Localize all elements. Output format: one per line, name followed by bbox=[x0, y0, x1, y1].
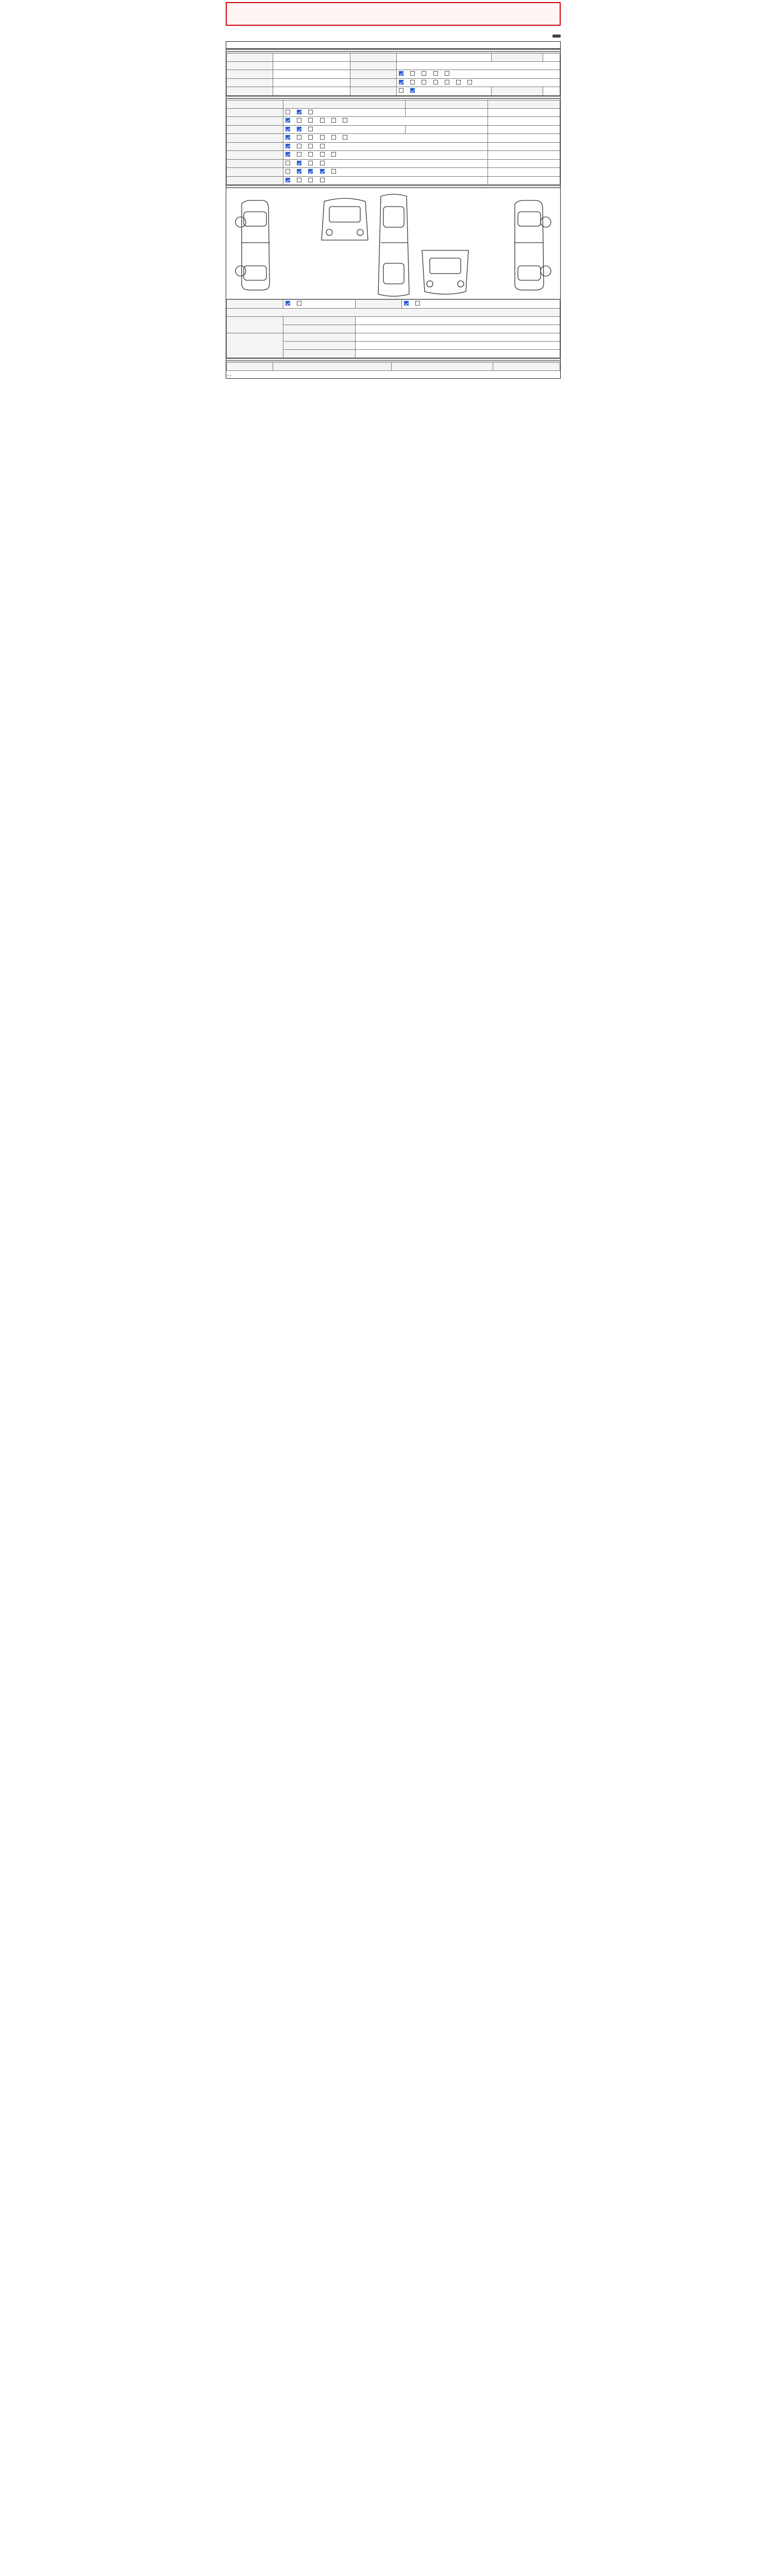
main-rankC-label bbox=[283, 349, 356, 358]
car-name-label bbox=[227, 54, 273, 62]
mileage-high-checkbox[interactable] bbox=[285, 110, 290, 114]
use-rent-checkbox[interactable] bbox=[308, 152, 313, 157]
recall-na-checkbox[interactable] bbox=[285, 178, 290, 182]
fuel-other-checkbox[interactable] bbox=[467, 80, 472, 84]
fuel-label bbox=[350, 78, 397, 87]
tuning-device-checkbox[interactable] bbox=[343, 135, 347, 140]
main-frame-label bbox=[227, 333, 283, 358]
main-rankB-label bbox=[283, 341, 356, 349]
year-value bbox=[273, 62, 350, 70]
color-change-checkbox[interactable] bbox=[320, 161, 325, 165]
fuel-hydrogen-checkbox[interactable] bbox=[456, 80, 461, 84]
main-rankB-items bbox=[356, 341, 560, 349]
col-usage bbox=[227, 100, 283, 108]
options-none-checkbox[interactable] bbox=[285, 169, 290, 174]
inspection-validity-label bbox=[350, 62, 397, 70]
col-part bbox=[273, 362, 392, 370]
use-yes-checkbox[interactable] bbox=[297, 152, 301, 157]
use-lease-checkbox[interactable] bbox=[320, 152, 325, 157]
engine-type-value bbox=[273, 87, 350, 96]
price-unit bbox=[488, 134, 560, 143]
options-navi-checkbox[interactable] bbox=[320, 169, 325, 174]
inspection-validity-value bbox=[397, 62, 560, 70]
outer-rank1-label bbox=[283, 316, 356, 325]
recall-done-checkbox[interactable] bbox=[308, 178, 313, 182]
price-unit bbox=[488, 176, 560, 185]
main-rankC-items bbox=[356, 349, 560, 358]
form-header bbox=[226, 31, 561, 41]
tuning-options bbox=[283, 134, 488, 143]
simple-yes-checkbox[interactable] bbox=[415, 301, 420, 306]
main-options-label bbox=[227, 168, 283, 177]
detail-model-value bbox=[397, 54, 492, 62]
outer-rank1-items bbox=[356, 316, 560, 325]
use-none-checkbox[interactable] bbox=[285, 152, 290, 157]
gear-other-checkbox[interactable] bbox=[445, 71, 449, 76]
price-unit bbox=[488, 117, 560, 126]
recall-notdone-checkbox[interactable] bbox=[320, 178, 325, 182]
warranty-self-checkbox[interactable] bbox=[399, 88, 404, 93]
gear-manual-checkbox[interactable] bbox=[410, 71, 415, 76]
price-unit bbox=[488, 125, 560, 134]
first-reg-value bbox=[273, 70, 350, 79]
vin-label bbox=[227, 78, 273, 87]
fuel-lpg-checkbox[interactable] bbox=[422, 80, 426, 84]
outer-rank2-items bbox=[356, 325, 560, 333]
overall-status-table bbox=[226, 100, 560, 185]
col-device bbox=[227, 362, 273, 370]
col-price bbox=[493, 362, 560, 370]
vin-value bbox=[273, 78, 350, 87]
report-page bbox=[226, 0, 561, 379]
options-other-checkbox[interactable] bbox=[331, 169, 336, 174]
price-unit bbox=[488, 151, 560, 160]
reg-no-value bbox=[543, 54, 560, 62]
car-top-view-icon bbox=[378, 194, 409, 296]
price-unit bbox=[488, 168, 560, 177]
color-label bbox=[227, 159, 283, 168]
special-yes-checkbox[interactable] bbox=[297, 144, 301, 148]
accident-options bbox=[283, 300, 356, 309]
special-fire-checkbox[interactable] bbox=[320, 144, 325, 148]
color-achromatic-checkbox[interactable] bbox=[285, 161, 290, 165]
accident-yes-checkbox[interactable] bbox=[297, 301, 301, 306]
tuning-label bbox=[227, 134, 283, 143]
gear-cvt-checkbox[interactable] bbox=[433, 71, 438, 76]
car-name-value bbox=[273, 54, 350, 62]
recall-yes-checkbox[interactable] bbox=[297, 178, 301, 182]
print-button[interactable] bbox=[552, 35, 561, 38]
simple-none-checkbox[interactable] bbox=[404, 301, 409, 306]
vin-corrosion-checkbox[interactable] bbox=[297, 118, 301, 123]
vin-marking-options bbox=[283, 117, 488, 126]
car-front-view-icon bbox=[322, 198, 368, 240]
col-state bbox=[392, 362, 493, 370]
fuel-diesel-checkbox[interactable] bbox=[410, 80, 415, 84]
color-options bbox=[283, 159, 488, 168]
accident-none-checkbox[interactable] bbox=[285, 301, 290, 306]
mileage-low-checkbox[interactable] bbox=[308, 110, 313, 114]
tuning-legal-checkbox[interactable] bbox=[308, 135, 313, 140]
vin-ok-checkbox[interactable] bbox=[285, 118, 290, 123]
tuning-yes-checkbox[interactable] bbox=[297, 135, 301, 140]
report-frame: ... bbox=[226, 41, 561, 379]
tuning-structure-checkbox[interactable] bbox=[331, 135, 336, 140]
vin-mismatch-checkbox[interactable] bbox=[320, 118, 325, 123]
basic-info-table bbox=[226, 53, 560, 96]
year-label bbox=[227, 62, 273, 70]
emission-options bbox=[283, 125, 406, 134]
color-fullpaint-checkbox[interactable] bbox=[308, 161, 313, 165]
vin-damage-checkbox[interactable] bbox=[308, 118, 313, 123]
fuel-ev-checkbox[interactable] bbox=[445, 80, 449, 84]
gear-semi-checkbox[interactable] bbox=[422, 71, 426, 76]
car-side-left-icon bbox=[236, 200, 270, 290]
car-diagram bbox=[226, 191, 560, 299]
price-unit bbox=[488, 159, 560, 168]
mileage-current bbox=[406, 108, 488, 117]
vin-marking-label bbox=[227, 117, 283, 126]
emission-co-checkbox[interactable] bbox=[285, 127, 290, 131]
accident-table bbox=[226, 299, 560, 358]
recall-label bbox=[227, 176, 283, 185]
main-rankA-label bbox=[283, 333, 356, 341]
tuning-none-checkbox[interactable] bbox=[285, 135, 290, 140]
vin-altered-checkbox[interactable] bbox=[331, 118, 336, 123]
col-price bbox=[488, 100, 560, 108]
recall-options bbox=[283, 176, 488, 185]
detail-model-label bbox=[350, 54, 397, 62]
mileage-options bbox=[283, 108, 406, 117]
warranty-options bbox=[397, 87, 492, 96]
color-chromatic-checkbox[interactable] bbox=[297, 161, 301, 165]
notice-banner bbox=[226, 2, 561, 26]
price-unit bbox=[488, 108, 560, 117]
warranty-label bbox=[350, 87, 397, 96]
car-rear-view-icon bbox=[422, 250, 468, 294]
special-flood-checkbox[interactable] bbox=[308, 144, 313, 148]
mileage-normal-checkbox[interactable] bbox=[297, 110, 301, 114]
emission-label bbox=[227, 125, 283, 134]
gear-auto-checkbox[interactable] bbox=[399, 71, 404, 76]
outer-panel-label bbox=[227, 316, 283, 333]
title-block bbox=[226, 42, 560, 49]
fuel-gasoline-checkbox[interactable] bbox=[399, 80, 404, 84]
outer-rank2-label bbox=[283, 325, 356, 333]
car-side-right-icon bbox=[515, 200, 551, 290]
frame-head bbox=[227, 308, 560, 316]
col-items bbox=[406, 100, 488, 108]
simple-repair-options bbox=[402, 300, 560, 309]
price-unit bbox=[488, 142, 560, 151]
options-yes-checkbox[interactable] bbox=[297, 169, 301, 174]
engine-type-label bbox=[227, 87, 273, 96]
use-change-label bbox=[227, 151, 283, 160]
car-diagram-svg bbox=[226, 191, 561, 299]
detail-table bbox=[226, 362, 560, 371]
main-options-options bbox=[283, 168, 488, 177]
main-rankA-items bbox=[356, 333, 560, 341]
price-basis-label bbox=[491, 87, 543, 96]
vin-painted-checkbox[interactable] bbox=[343, 118, 347, 123]
use-change-options bbox=[283, 151, 488, 160]
emission-hc-checkbox[interactable] bbox=[297, 127, 301, 131]
tuning-illegal-checkbox[interactable] bbox=[320, 135, 325, 140]
options-sunroof-checkbox[interactable] bbox=[308, 169, 313, 174]
mileage-label bbox=[227, 108, 283, 117]
special-history-label bbox=[227, 142, 283, 151]
price-basis-unit bbox=[543, 87, 560, 96]
special-history-options bbox=[283, 142, 488, 151]
first-reg-label bbox=[227, 70, 273, 79]
reg-no-label bbox=[491, 54, 543, 62]
emission-values bbox=[406, 125, 488, 134]
warranty-insurance-checkbox[interactable] bbox=[410, 88, 415, 93]
use-business-checkbox[interactable] bbox=[331, 152, 336, 157]
gear-options bbox=[397, 70, 560, 79]
simple-repair-label bbox=[356, 300, 402, 309]
fuel-hybrid-checkbox[interactable] bbox=[433, 80, 438, 84]
emission-smoke-checkbox[interactable] bbox=[308, 127, 313, 131]
fuel-options bbox=[397, 78, 560, 87]
special-none-checkbox[interactable] bbox=[285, 144, 290, 148]
gear-label bbox=[350, 70, 397, 79]
accident-history-label bbox=[227, 300, 283, 309]
col-status bbox=[283, 100, 406, 108]
